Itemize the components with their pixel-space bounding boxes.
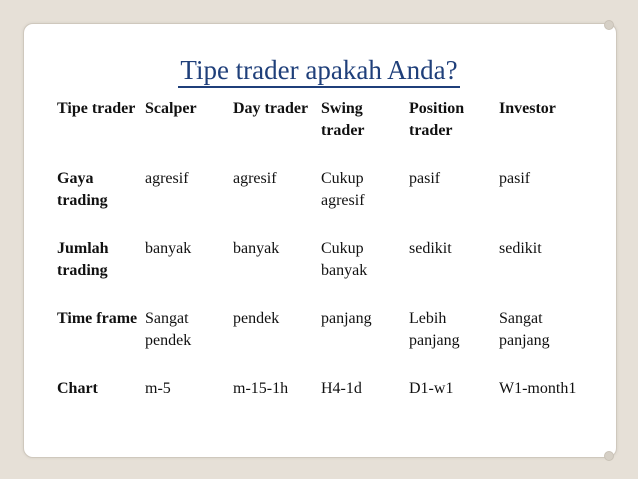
table-cell: panjang [321, 310, 372, 327]
corner-dot-top-right [604, 20, 614, 30]
table-cell: m-15-1h [233, 380, 289, 397]
table-cell: sedikit [499, 240, 542, 257]
table-cell: pasif [409, 170, 441, 187]
table-cell: D1-w1 [409, 380, 454, 397]
table-row [57, 378, 579, 428]
header-cell: Day trader [233, 100, 309, 117]
header-cell: Scalper [145, 100, 197, 117]
trader-type-table [57, 98, 579, 428]
table-cell: H4-1d [321, 380, 362, 397]
table-cell: banyak [233, 240, 280, 257]
slide-title-text: Tipe trader apakah Anda? [178, 55, 459, 88]
table-cell: Sangat panjang [499, 310, 550, 349]
table-row [57, 308, 579, 378]
header-cell: Swing trader [321, 100, 365, 139]
table-cell: pendek [233, 310, 280, 327]
row-label: Jumlah trading [57, 240, 109, 279]
row-label: Chart [57, 380, 98, 397]
table-row [57, 238, 579, 308]
table-cell: W1-month1 [499, 380, 577, 397]
table-cell: sedikit [409, 240, 452, 257]
table-cell: agresif [233, 170, 277, 187]
table-cell: Lebih panjang [409, 310, 460, 349]
row-label: Gaya trading [57, 170, 108, 209]
table-cell: m-5 [145, 380, 171, 397]
row-label: Time frame [57, 310, 138, 327]
header-cell: Investor [499, 100, 556, 117]
table-header-row [57, 98, 579, 168]
corner-dot-bottom-right [604, 451, 614, 461]
table-cell: Cukup banyak [321, 240, 368, 279]
table-cell: agresif [145, 170, 189, 187]
table-row [57, 168, 579, 238]
table-cell: pasif [499, 170, 531, 187]
header-cell: Position trader [409, 100, 465, 139]
table-cell: banyak [145, 240, 192, 257]
table-cell: Sangat pendek [145, 310, 192, 349]
table-cell: Cukup agresif [321, 170, 365, 209]
slide-title [0, 54, 638, 86]
header-cell: Tipe trader [57, 100, 136, 117]
